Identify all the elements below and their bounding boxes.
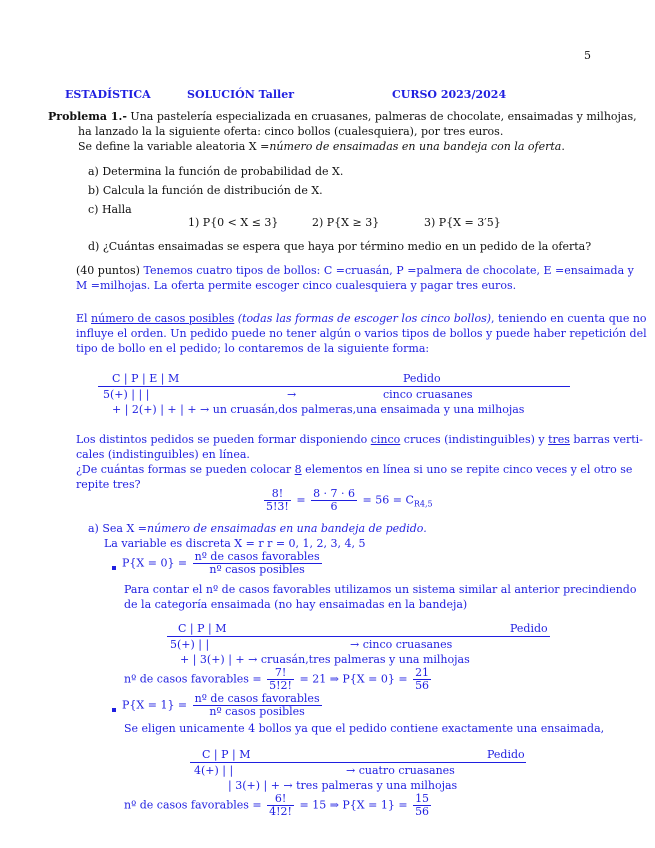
table1-row1-text: cinco cruasanes [383,388,473,401]
table1-rule [98,386,570,387]
table3-row2: | 3(+) | + → tres palmeras y una milhojas [228,779,458,792]
problem-item-b: b) Calcula la función de distribución de X. [88,184,323,197]
p1-italic: (todas las formas de escoger los cinco bollos) [234,312,492,325]
p2-u3: 8 [294,463,302,476]
fav1-post: = 15 ⇒ P{X = 1} = [299,798,408,812]
halla-1: 1) P{0 < X ≤ 3} [188,216,279,229]
table2-header-pedido: Pedido [510,622,548,635]
problem-item-d: d) ¿Cuántas ensaimadas se espera que haya por término medio en un pedido de la oferta? [88,240,592,253]
solution-p2-line4: repite tres? [76,478,141,491]
problem-intro-line2: ha lanzado la la siguiente oferta: cinco bollos (cualesquiera), por tres euros. [78,125,504,138]
comb-sub: R4,5 [413,499,433,509]
p2-u1: cinco [370,433,401,446]
fav0-result: $\frac{21}{56}$ [415,666,430,692]
fav1-pre: nº de casos favorables = [124,798,262,812]
table1-row1-arrow: → [287,388,297,401]
fav1-frac: $\frac{6!}{4!2!}$ [269,792,292,818]
solution-p1-line1 [76,312,647,326]
p2-l3b: elementos en línea si uno se repite cinco veces y el otro se [301,463,633,476]
solution-p1-line2: influye el orden. Un pedido puede no tener algún o varios tipos de bollos y puede haber repetición del [76,327,647,340]
solution-p2-line3 [76,463,632,477]
fav0-frac: $\frac{7!}{5!2!}$ [269,666,292,692]
px1-text1: Se eligen unicamente 4 bollos ya que el pedido contiene exactamente una ensaimada, [124,722,605,735]
table1-row1: 5(+) | | | [103,388,150,401]
p2-c: barras verti- [569,433,643,446]
table3-row1-text: → cuatro cruasanes [346,764,455,777]
fav0-post: = 21 ⇒ P{X = 0} = [299,672,408,686]
table1-header: C | P | E | M [112,372,180,385]
px0-label: P{X = 0} = [122,556,188,570]
points-label: (40 puntos) [76,264,140,277]
table2-row2: + | 3(+) | + → cruasán,tres palmeras y una milhojas [180,653,470,666]
table2-header: C | P | M [178,622,227,635]
table3-row1: 4(+) | | [194,764,234,777]
px1-frac: $\frac{\text{nº de casos favorables}}{\text{nº casos posibles}}$ [194,692,320,718]
problem-label: Problema 1.- [48,110,127,123]
problem-statement [48,110,637,124]
table2-rule [167,636,550,637]
comb-frac2: $\frac{8 \cdot 7 \cdot 6}{6}$ [313,487,356,513]
var-def-post: . [561,140,565,153]
table3-header-pedido: Pedido [487,748,525,761]
problem-item-c: c) Halla [88,203,132,216]
header-title: SOLUCIÓN Taller [187,88,295,101]
p2-l3a: ¿De cuántas formas se pueden colocar [76,463,295,476]
p2-b: cruces (indistinguibles) y [400,433,549,446]
comb-frac1: $\frac{8!}{5!3!}$ [266,487,289,513]
solution-p2-line1 [76,433,643,447]
problem-intro-line1: Una pastelería especializada en cruasanes, palmeras de chocolate, ensaimadas y milhojas, [130,110,637,123]
px1-formula [122,693,324,718]
var-def-pre: Se define la variable aleatoria X = [78,140,270,153]
problem-item-a: a) Determina la función de probabilidad de X. [88,165,344,178]
a-italic: número de ensaimadas en una bandeja de pedido. [147,522,427,535]
fav1-formula [124,793,433,818]
p1-underlined: número de casos posibles [91,312,235,325]
types-line1: Tenemos cuatro tipos de bollos: C =cruasán, P =palmera de chocolate, E =ensaimada y [143,264,634,277]
table2-row1: 5(+) | | [170,638,210,651]
table3-header: C | P | M [202,748,251,761]
fav0-formula [124,667,433,692]
a-label-line [88,522,427,536]
px0-frac: $\frac{\text{nº de casos favorables}}{\text{nº casos posibles}}$ [194,550,320,576]
table3-rule [190,762,526,763]
solution-p2-line2: cales (indistinguibles) en línea. [76,448,250,461]
problem-var-def [78,140,565,154]
halla-2: 2) P{X ≥ 3} [312,216,380,229]
header-subject: ESTADÍSTICA [65,88,151,101]
halla-3: 3) P{X = 3′5} [424,216,501,229]
bullet-px0 [112,566,116,570]
px0-formula [122,551,324,576]
p1-b: , teniendo en cuenta que no [491,312,647,325]
table1-row2: + | 2(+) | + | + → un cruasán,dos palmeras,una ensaimada y una milhojas [112,403,525,416]
bullet-px1 [112,708,116,712]
p1-a: El [76,312,92,325]
solution-types-line2: M =milhojas. La oferta permite escoger cinco cualesquiera y pagar tres euros. [76,279,517,292]
table2-row1-text: → cinco cruasanes [350,638,453,651]
a-line2: La variable es discreta X = r r = 0, 1, 2, 3, 4, 5 [104,537,366,550]
fav0-pre: nº de casos favorables = [124,672,262,686]
table1-header-pedido: Pedido [403,372,441,385]
solution-types-line1 [76,264,634,278]
px0-text1: Para contar el nº de casos favorables utilizamos un sistema similar al anterior precindiendo [124,583,637,596]
comb-rest: = 56 = C [362,493,414,507]
fav1-result: $\frac{15}{56}$ [415,792,430,818]
header-course: CURSO 2023/2024 [392,88,507,101]
p2-u2: tres [548,433,570,446]
comb-formula: $\frac{8!}{5!3!}$ = $\frac{8 \cdot 7 \cdot 6}{6}$ = $56 = C_{R4,5}$ [266,487,433,513]
solution-p1-line3: tipo de bollo en el pedido; lo contaremos de la siguiente forma: [76,342,430,355]
a-label: a) Sea X = [88,522,147,535]
p2-a: Los distintos pedidos se pueden formar disponiendo [76,433,371,446]
page-number: 5 [584,49,591,62]
var-def-italic: número de ensaimadas en una bandeja con la oferta [269,140,562,153]
px0-text2: de la categoría ensaimada (no hay ensaimadas en la bandeja) [124,598,468,611]
px1-label: P{X = 1} = [122,698,188,712]
